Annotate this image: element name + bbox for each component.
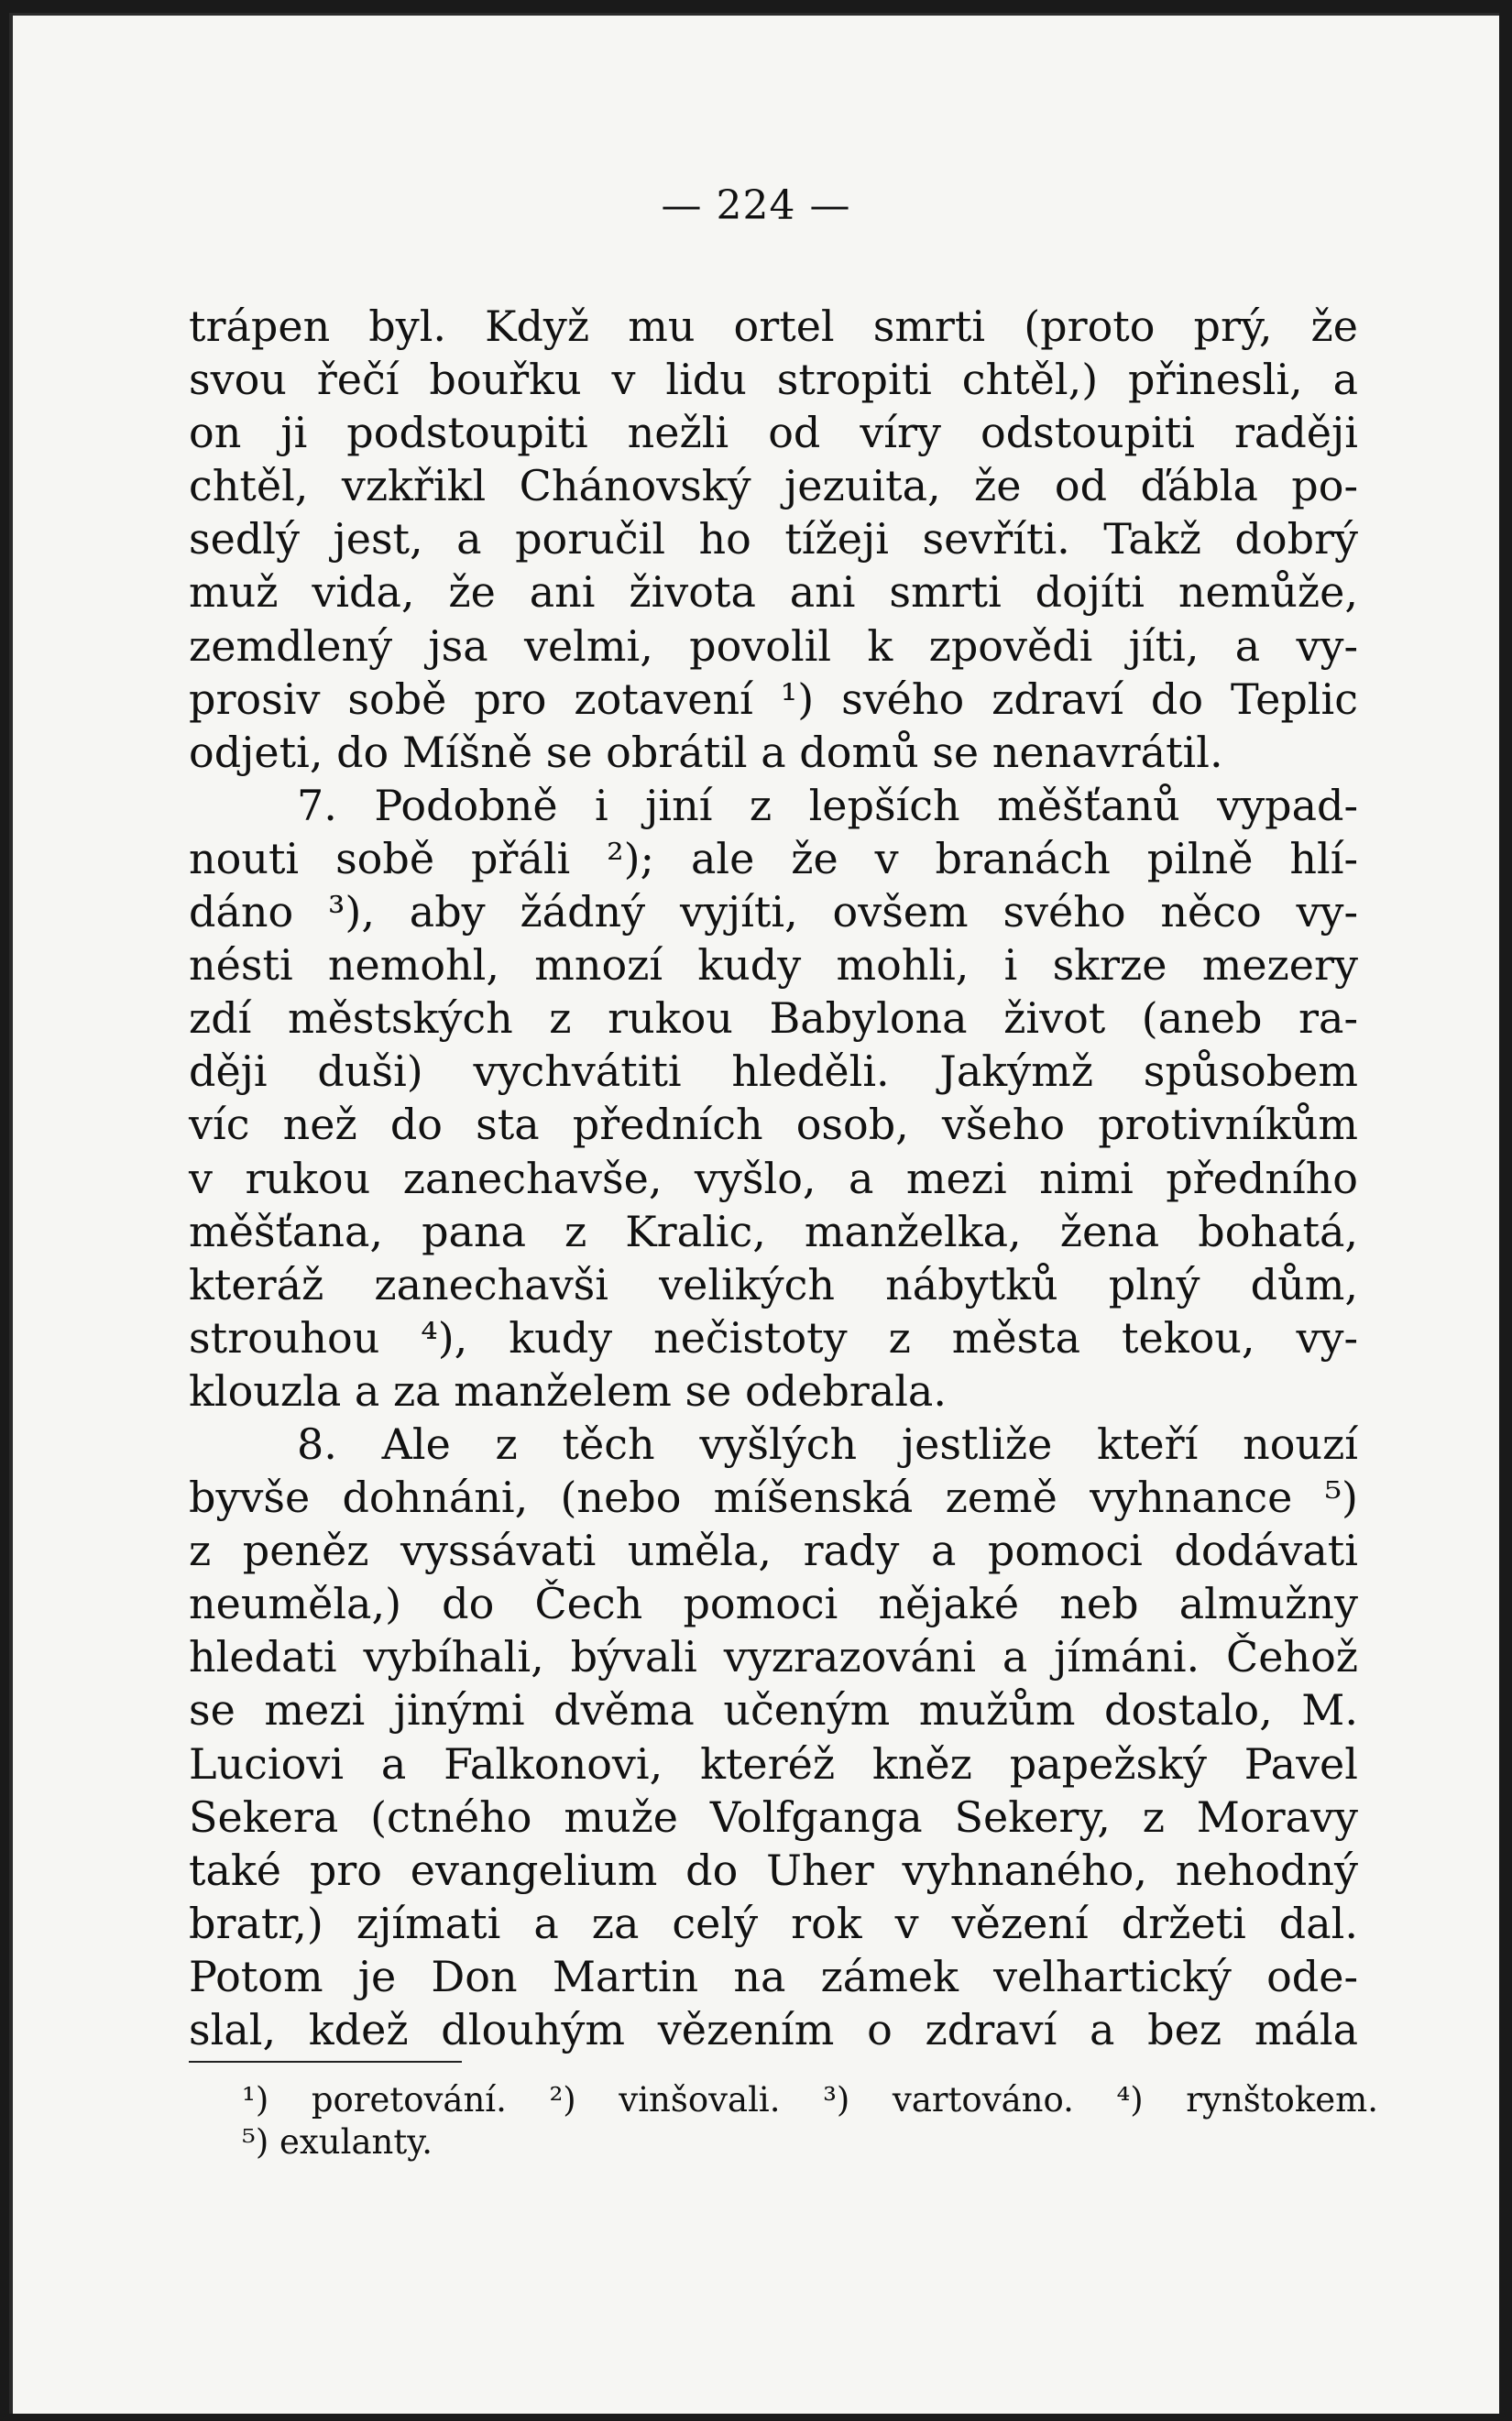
text-line: byvše dohnáni, (nebo míšenská země vyhnance ⁵)	[189, 1473, 1358, 1523]
text-line: muž vida, že ani života ani smrti dojíti nemůže,	[189, 567, 1358, 618]
text-line: Luciovi a Falkonovi, kteréž kněz papežský Pavel	[189, 1738, 1358, 1789]
text-line: se mezi jinými dvěma učeným mužům dostalo, M.	[189, 1685, 1358, 1736]
text-line: slal, kdež dlouhým vězením o zdraví a bez mála	[189, 2005, 1358, 2054]
text-line: neuměla,) do Čech pomoci nějaké neb almužny	[189, 1579, 1358, 1629]
text-line: nésti nemohl, mnozí kudy mohli, i skrze mezery	[189, 940, 1358, 991]
text-line: odjeti, do Míšně se obrátil a domů se nenavrátil.	[189, 727, 1223, 777]
text-line: trápen byl. Když mu ortel smrti (proto prý, že	[189, 301, 1358, 351]
text-line: on ji podstoupiti nežli od víry odstoupiti raději	[189, 408, 1358, 458]
text-line: kteráž zanechavši velikých nábytků plný dům,	[189, 1259, 1358, 1309]
text-line: hledati vybíhali, bývali vyzrazováni a jímáni. Čehož	[189, 1632, 1358, 1682]
text-line: zemdlený jsa velmi, povolil k zpovědi jíti, a vy-	[189, 620, 1358, 671]
text-line: nouti sobě přáli ²); ale že v branách pilně hlí-	[189, 833, 1358, 883]
footnotes	[242, 2079, 1378, 2164]
text-line: z peněz vyssávati uměla, rady a pomoci dodávati	[189, 1526, 1358, 1576]
text-line: zdí městských z rukou Babylona život (aneb ra-	[189, 993, 1358, 1044]
footnote-line: ¹) poretování. ²) vinšovali. ³) vartováno. ⁴) rynštokem.	[242, 2080, 1378, 2120]
text-line: svou řečí bouřku v lidu stropiti chtěl,) přinesli, a	[189, 355, 1358, 405]
text-line: dáno ³), aby žádný vyjíti, ovšem svého něco vy-	[189, 887, 1358, 937]
text-line: chtěl, vzkřikl Chánovský jezuita, že od ďábla po-	[189, 461, 1358, 511]
text-line: měšťana, pana z Kralic, manželka, žena bohatá,	[189, 1206, 1358, 1256]
text-line: sedlý jest, a poručil ho tížeji sevříti. Takž dobrý	[189, 514, 1358, 564]
text-line: víc než do sta předních osob, všeho protivníkům	[189, 1100, 1358, 1150]
text-line: prosiv sobě pro zotavení ¹) svého zdraví do Teplic	[189, 674, 1358, 724]
paragraph-start-7: 7. Podobně i jiní z lepších měšťanů vypad-	[297, 780, 1358, 830]
text-line: také pro evangelium do Uher vyhnaného, nehodný	[189, 1845, 1358, 1895]
body-text	[189, 300, 1358, 2056]
text-line: klouzla a za manželem se odebrala.	[189, 1365, 947, 1416]
footnote-divider	[189, 2061, 462, 2063]
text-line: strouhou ⁴), kudy nečistoty z města tekou, vy-	[189, 1312, 1358, 1363]
footnote-line: ⁵) exulanty.	[242, 2122, 433, 2162]
book-page	[9, 13, 1499, 2414]
paragraph-start-8: 8. Ale z těch vyšlých jestliže kteří nouzí	[297, 1419, 1358, 1469]
text-line: Sekera (ctného muže Volfganga Sekery, z Moravy	[189, 1791, 1358, 1842]
text-line: bratr,) zjímati a za celý rok v vězení držeti dal.	[189, 1898, 1358, 1948]
text-line: v rukou zanechavše, vyšlo, a mezi nimi předního	[189, 1153, 1358, 1203]
text-line: Potom je Don Martin na zámek velhartický ode-	[189, 1951, 1358, 2001]
text-line: ději duši) vychvátiti hleděli. Jakýmž spůsobem	[189, 1046, 1358, 1097]
page-number: — 224 —	[661, 182, 851, 229]
